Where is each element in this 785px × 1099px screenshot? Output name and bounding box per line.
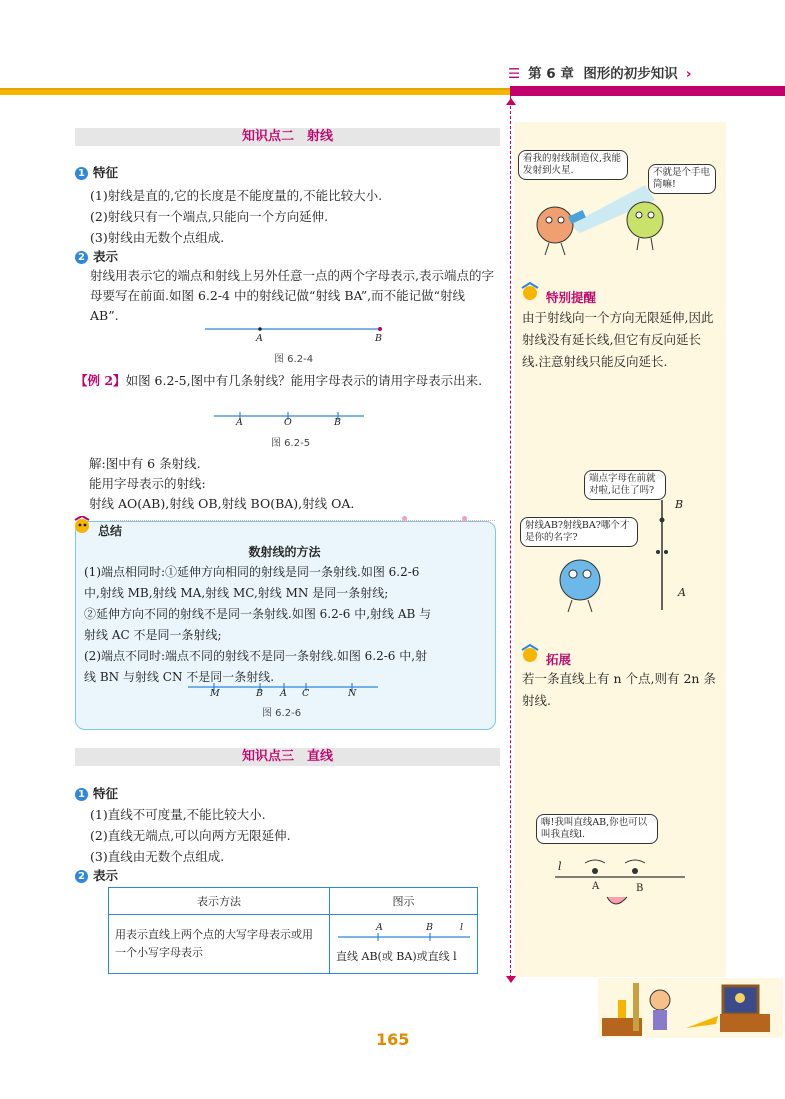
- chevron-right-icon: ›: [685, 66, 692, 82]
- extension-title: 拓展: [546, 652, 572, 667]
- line-label-B: B: [636, 883, 644, 894]
- cartoon-flashlight: [525, 185, 705, 265]
- label-A: A: [376, 922, 383, 933]
- feature-title: 特征: [93, 786, 119, 801]
- divider-arrow-bottom: [506, 976, 516, 983]
- label-l: l: [460, 922, 464, 933]
- summary-title: 数射线的方法: [248, 545, 321, 559]
- feature-line: (2)射线只有一个端点,只能向一个方向延伸.: [90, 209, 329, 224]
- point-B: [378, 327, 382, 331]
- number-badge: 2: [75, 870, 88, 883]
- example-2: [75, 371, 495, 391]
- table-row: [109, 888, 478, 915]
- label-M: M: [210, 688, 220, 699]
- feature-line: (2)直线无端点,可以向两方无限延伸.: [90, 828, 291, 843]
- mascot-icon: [72, 516, 98, 536]
- chapter-number: 第 6 章: [528, 66, 574, 82]
- repr-heading: [75, 866, 118, 884]
- speech-bubble: 看我的射线制造仪,我能发射到火星.: [518, 150, 628, 180]
- caption-6-2-4: 图 6.2-4: [274, 354, 314, 365]
- cartoon-ray-character: [540, 500, 700, 620]
- sidebar-divider: [510, 96, 511, 978]
- line-label-l: l: [558, 860, 562, 873]
- number-badge: 2: [75, 251, 88, 264]
- example-text: 如图 6.2-5,图中有几条射线？能用字母表示的请用字母表示出来.: [125, 373, 483, 388]
- label-N: N: [348, 688, 357, 699]
- summary-line: (1)端点相同时:①延伸方向相同的射线是同一条射线.如图 6.2-6: [84, 565, 420, 579]
- label-B: B: [256, 688, 263, 699]
- label-B: B: [334, 417, 341, 428]
- ray-label-A: A: [678, 586, 686, 599]
- tip-title: 特别提醒: [546, 290, 597, 305]
- speech-bubble: 嗨!我叫直线AB,你也可以叫我直线l.: [536, 814, 658, 844]
- label-O: O: [284, 417, 292, 428]
- table-header-method: 表示方法: [109, 888, 330, 915]
- chapter-header: [508, 62, 691, 82]
- table-cell-figure: [330, 915, 478, 974]
- repr-title: 表示: [93, 249, 119, 264]
- ray-label-B: B: [675, 498, 684, 511]
- feature-heading: [75, 784, 118, 802]
- label-A: A: [280, 688, 287, 699]
- number-badge: 1: [75, 167, 88, 180]
- feature-line: (3)射线由无数个点组成.: [90, 230, 225, 245]
- summary-line: 线 BN 与射线 CN 不是同一条射线.: [84, 670, 275, 684]
- feature-line: (3)直线由无数个点组成.: [90, 849, 225, 864]
- figure-caption: 直线 AB(或 BA)或直线 l: [336, 950, 457, 963]
- extension-mascot-icon: [520, 644, 542, 664]
- header-band-yellow-edge: [0, 88, 510, 90]
- caption-6-2-5: 图 6.2-5: [271, 438, 311, 449]
- divider-arrow-top: [506, 98, 516, 105]
- number-badge: 1: [75, 788, 88, 801]
- chapter-title: 图形的初步知识: [583, 66, 678, 82]
- feature-line: (1)直线不可度量,不能比较大小.: [90, 807, 266, 822]
- feature-heading: [75, 163, 118, 181]
- repr-heading: [75, 247, 118, 265]
- speech-bubble: 射线AB?射线BA?哪个才是你的名字?: [520, 517, 638, 547]
- summary-line: 中,射线 MB,射线 MA,射线 MC,射线 MN 是同一条射线;: [84, 586, 389, 600]
- label-B: B: [375, 333, 382, 344]
- section-heading-line: 知识点三 直线: [75, 748, 500, 766]
- tip-mascot-icon: [520, 282, 542, 302]
- label-A: A: [236, 417, 243, 428]
- summary-line: 射线 AC 不是同一条射线;: [84, 628, 222, 642]
- header-band-magenta: [510, 86, 785, 96]
- decorative-illustration: [598, 978, 783, 1038]
- speech-bubble: 不就是个手电筒嘛!: [648, 164, 716, 194]
- feature-line: (1)射线是直的,它的长度是不能度量的,不能比较大小.: [90, 188, 383, 203]
- list-icon: ☰: [508, 66, 521, 82]
- decor-line: [110, 520, 495, 521]
- solution-line: 能用字母表示的射线:: [89, 476, 206, 491]
- point-A: [258, 327, 262, 331]
- figure-6-2-4: [200, 322, 390, 342]
- label-C: C: [302, 688, 310, 699]
- example-label: 【例 2】: [75, 373, 126, 388]
- summary-line: ②延伸方向不同的射线不是同一条射线.如图 6.2-6 中,射线 AB 与: [84, 607, 432, 621]
- cartoon-line-character: [555, 855, 690, 915]
- representation-table: [108, 887, 478, 974]
- table-row: [109, 915, 478, 974]
- line-label-A: A: [592, 881, 600, 892]
- solution-line: 射线 AO(AB),射线 OB,射线 BO(BA),射线 OA.: [89, 496, 355, 511]
- section-heading-ray: 知识点二 射线: [75, 128, 500, 146]
- repr-paragraph: 射线用表示它的端点和射线上另外任意一点的两个字母表示,表示端点的字母要写在前面.如图 6.2-4 中的射线记做“射线 BA”,而不能记做“射线 AB”.: [90, 268, 494, 323]
- feature-title: 特征: [93, 165, 119, 180]
- extension-text: 若一条直线上有 n 个点,则有 2n 条射线.: [522, 671, 716, 708]
- repr-title: 表示: [93, 868, 119, 883]
- line-figure: [336, 932, 472, 942]
- tip-text: 由于射线向一个方向无限延伸,因此射线没有延长线,但它有反向延长线.注意射线只能反向延长.: [522, 310, 714, 369]
- page-number: 165: [376, 1030, 410, 1049]
- table-header-figure: 图示: [330, 888, 478, 915]
- caption-6-2-6: 图 6.2-6: [262, 708, 302, 719]
- label-B: B: [426, 922, 433, 933]
- label-A: A: [256, 333, 263, 344]
- table-cell-method: 用表示直线上两个点的大写字母表示或用一个小写字母表示: [109, 915, 330, 974]
- summary-label: 总结: [98, 524, 123, 538]
- summary-line: (2)端点不同时:端点不同的射线不是同一条射线.如图 6.2-6 中,射: [84, 649, 428, 663]
- speech-bubble: 端点字母在前就对啦,记住了吗?: [584, 470, 666, 500]
- solution-line: 解:图中有 6 条射线.: [89, 456, 201, 471]
